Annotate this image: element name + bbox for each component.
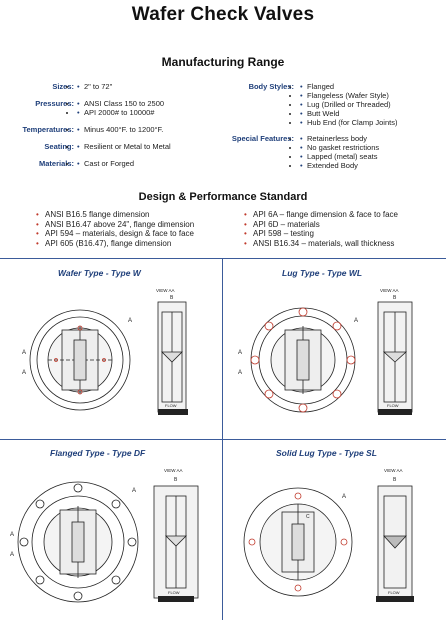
spec-sizes-list: [77, 82, 112, 91]
solid-lug-valve-drawing: [228, 462, 438, 618]
spec-temperatures: [4, 125, 74, 137]
label-a-top: A: [128, 318, 133, 324]
list-item: • ANSI B16.34 – materials, wall thickness: [244, 239, 398, 249]
view-aa-label: VIEW AA: [164, 468, 183, 473]
label-a-top: A: [132, 488, 137, 494]
list-item: • API 605 (B16.47), flange dimension: [36, 239, 194, 249]
label-a-left: A: [22, 350, 27, 356]
label-a-left: A: [10, 532, 15, 538]
divider: [0, 439, 446, 440]
list-item: • API 6D – materials: [244, 220, 398, 230]
label-b: B: [393, 477, 397, 483]
label-a-bottom: A: [22, 370, 27, 376]
spec-label: Special Features:: [231, 134, 294, 143]
manufacturing-range-title: Manufacturing Range: [161, 55, 285, 69]
list-item: • • Lapped (metal) seats: [300, 152, 379, 161]
spec-materials-list: [77, 159, 134, 168]
label-b: B: [174, 477, 178, 483]
list-item: • • Minus 400°F. to 1200°F.: [77, 125, 163, 134]
list-item: • • Extended Body: [300, 161, 379, 170]
divider: [0, 258, 446, 259]
view-aa-label: VIEW AA: [156, 288, 175, 293]
list-item: • • Cast or Forged: [77, 159, 134, 168]
spec-pressures-list: [77, 99, 164, 117]
label-a-left: A: [238, 350, 243, 356]
spec-pressures: [4, 99, 74, 111]
list-item: • • Butt Weld: [300, 109, 397, 118]
list-item: • • Flangeless (Wafer Style): [300, 91, 397, 100]
flow-label: FLOW: [388, 590, 400, 595]
list-item: • ANSI B16.5 flange dimension: [36, 210, 194, 220]
spec-label: Sizes:: [52, 82, 74, 91]
view-aa-label: VIEW AA: [380, 288, 399, 293]
label-c: C: [306, 514, 310, 520]
list-item: • • No gasket restrictions: [300, 143, 379, 152]
spec-seating-list: [77, 142, 171, 151]
list-item: • • Flanged: [300, 82, 397, 91]
wafer-valve-drawing: [8, 282, 218, 432]
list-item: • • 2" to 72": [77, 82, 112, 91]
panel-title-solid-lug: Solid Lug Type - Type SL: [276, 448, 377, 458]
list-item: • • Resilient or Metal to Metal: [77, 142, 171, 151]
flow-label: FLOW: [387, 403, 399, 408]
spec-label: Materials:: [38, 159, 74, 168]
panel-title-lug: Lug Type - Type WL: [282, 268, 363, 278]
list-item: • API 594 – materials, design & face to face: [36, 229, 194, 239]
flanged-valve-drawing: [8, 462, 218, 618]
view-aa-label: VIEW AA: [384, 468, 403, 473]
flow-label: FLOW: [168, 590, 180, 595]
divider: [222, 258, 223, 620]
list-item: • • Hub End (for Clamp Joints): [300, 118, 397, 127]
standards-right-list: [244, 210, 398, 248]
spec-label: Temperatures:: [22, 125, 74, 134]
lug-valve-drawing: [228, 282, 438, 432]
spec-label: Pressures:: [35, 99, 74, 108]
spec-body-styles: [224, 82, 294, 94]
standards-left-list: [36, 210, 194, 248]
spec-special-features-list: [300, 134, 379, 170]
list-item: • • ANSI Class 150 to 2500: [77, 99, 164, 108]
panel-title-flanged: Flanged Type - Type DF: [50, 448, 146, 458]
label-b: B: [393, 295, 397, 301]
label-a-top: A: [354, 318, 359, 324]
design-standard-title: Design & Performance Standard: [138, 191, 308, 203]
spec-label: Seating:: [44, 142, 74, 151]
label-a-top: A: [342, 494, 347, 500]
list-item: • ANSI B16.47 above 24", flange dimension: [36, 220, 194, 230]
spec-sizes: [4, 82, 74, 94]
page-title: Wafer Check Valves: [131, 4, 315, 25]
list-item: • API 6A – flange dimension & face to face: [244, 210, 398, 220]
list-item: • • Retainerless body: [300, 134, 379, 143]
list-item: • • API 2000# to 10000#: [77, 108, 164, 117]
label-a-bottom: A: [10, 552, 15, 558]
spec-materials: [4, 159, 74, 171]
spec-temperatures-list: [77, 125, 163, 134]
panel-title-wafer: Wafer Type - Type W: [58, 268, 141, 278]
list-item: • API 598 – testing: [244, 229, 398, 239]
spec-special-features: [214, 134, 294, 146]
spec-seating: [4, 142, 74, 154]
list-item: • • Lug (Drilled or Threaded): [300, 100, 397, 109]
label-b: B: [170, 295, 174, 301]
label-a-bottom: A: [238, 370, 243, 376]
flow-label: FLOW: [165, 403, 177, 408]
spec-label: Body Styles:: [248, 82, 294, 91]
spec-body-styles-list: [300, 82, 397, 127]
